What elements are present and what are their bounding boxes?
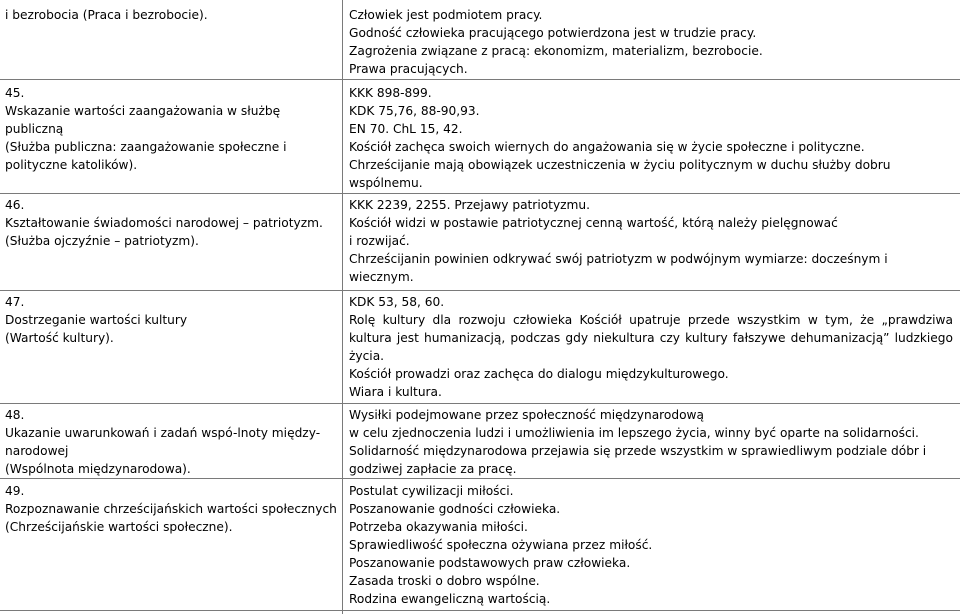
content-line: Potrzeba okazywania miłości.: [349, 520, 528, 534]
topic-line: Dostrzeganie wartości kultury: [5, 313, 188, 327]
row-divider: [0, 403, 960, 404]
topic-line: publiczną: [5, 122, 64, 136]
topic-line: polityczne katolików).: [5, 158, 138, 172]
content-line: Poszanowanie godności człowieka.: [349, 502, 561, 516]
row-divider: [0, 193, 960, 194]
content-line: Prawa pracujących.: [349, 62, 468, 76]
content-line: EN 70. ChL 15, 42.: [349, 122, 463, 136]
content-line: KKK 898-899.: [349, 86, 432, 100]
topic-line: (Służba publiczna: zaangażowanie społeczne i: [5, 140, 287, 154]
content-line: Zasada troski o dobro wspólne.: [349, 574, 540, 588]
content-cell: [349, 6, 953, 78]
topic-line: (Chrześcijańskie wartości społeczne).: [5, 520, 233, 534]
content-line: Postulat cywilizacji miłości.: [349, 484, 514, 498]
topic-cell: [5, 6, 337, 24]
topic-line: (Wartość kultury).: [5, 331, 114, 345]
content-line: i rozwijać.: [349, 234, 410, 248]
topic-line: Ukazanie uwarunkowań i zadań wspó-lnoty między-: [5, 426, 321, 440]
content-line: Rodzina ewangeliczną wartością.: [349, 592, 551, 606]
content-line: Kościół zachęca swoich wiernych do angażowania się w życie społeczne i polityczne.: [349, 140, 865, 154]
column-divider: [342, 0, 343, 614]
content-cell: [349, 84, 953, 192]
content-line: Sprawiedliwość społeczna ożywiana przez miłość.: [349, 538, 653, 552]
topic-line: (Wspólnota międzynarodowa).: [5, 462, 191, 476]
topic-cell: [5, 406, 337, 478]
topic-line: narodowej: [5, 444, 69, 458]
row-divider: [0, 290, 960, 291]
topic-cell: [5, 84, 337, 174]
topic-line: Wskazanie wartości zaangażowania w służbę: [5, 104, 281, 118]
topic-line: Kształtowanie świadomości narodowej – patriotyzm.: [5, 216, 323, 230]
content-line: KKK 2239, 2255. Przejawy patriotyzmu.: [349, 198, 591, 212]
content-line: wiecznym.: [349, 270, 414, 284]
content-line: w celu zjednoczenia ludzi i umożliwienia im lepszego życia, winny być oparte na solidarności.: [349, 426, 919, 440]
topic-number: 48.: [5, 408, 25, 422]
topic-line: (Służba ojczyźnie – patriotyzm).: [5, 234, 199, 248]
content-line: Człowiek jest podmiotem pracy.: [349, 8, 543, 22]
content-cell: [349, 406, 953, 478]
content-line: wspólnemu.: [349, 176, 423, 190]
topic-cell: [5, 293, 337, 347]
row-divider: [0, 478, 960, 479]
content-line: Godność człowieka pracującego potwierdzona jest w trudzie pracy.: [349, 26, 757, 40]
content-line: KDK 53, 58, 60.: [349, 295, 445, 309]
topic-number: 46.: [5, 198, 25, 212]
content-line: godziwej zapłacie za pracę.: [349, 462, 517, 476]
content-line: Chrześcijanie mają obowiązek uczestniczenia w życiu politycznym w duchu służby dobru: [349, 158, 891, 172]
content-cell: [349, 196, 953, 286]
content-line: Solidarność międzynarodowa przejawia się przede wszystkim w sprawiedliwym podziale dóbr i: [349, 444, 927, 458]
content-line: Kościół widzi w postawie patriotycznej cenną wartość, którą należy pielęgnować: [349, 216, 838, 230]
content-line: Kościół prowadzi oraz zachęca do dialogu międzykulturowego.: [349, 367, 729, 381]
content-line: Wiara i kultura.: [349, 385, 442, 399]
topic-line: Rozpoznawanie chrześcijańskich wartości społecznych: [5, 502, 337, 516]
content-line: Rolę kultury dla rozwoju człowieka Kościół upatruje przede wszystkim w tym, że „prawdziwa: [349, 313, 953, 327]
content-line: Wysiłki podejmowane przez społeczność międzynarodową: [349, 408, 704, 422]
topic-line: i bezrobocia (Praca i bezrobocie).: [5, 8, 208, 22]
topic-cell: [5, 196, 337, 250]
row-divider: [0, 79, 960, 80]
content-cell: [349, 482, 953, 608]
topic-number: 49.: [5, 484, 25, 498]
content-line: życia.: [349, 349, 385, 363]
content-line: Poszanowanie podstawowych praw człowieka.: [349, 556, 631, 570]
content-line: kultura jest humanizacją, podczas gdy niekultura czy kultury fałszywe dehumanizacją” ludzkiego: [349, 331, 953, 345]
row-divider: [0, 610, 960, 611]
content-line: Chrześcijanin powinien odkrywać swój patriotyzm w podwójnym wymiarze: docześnym i: [349, 252, 888, 266]
topic-cell: [5, 482, 337, 536]
topic-number: 45.: [5, 86, 25, 100]
content-line: Zagrożenia związane z pracą: ekonomizm, materializm, bezrobocie.: [349, 44, 763, 58]
content-cell: [349, 293, 953, 401]
topic-number: 47.: [5, 295, 25, 309]
content-line: KDK 75,76, 88-90,93.: [349, 104, 480, 118]
